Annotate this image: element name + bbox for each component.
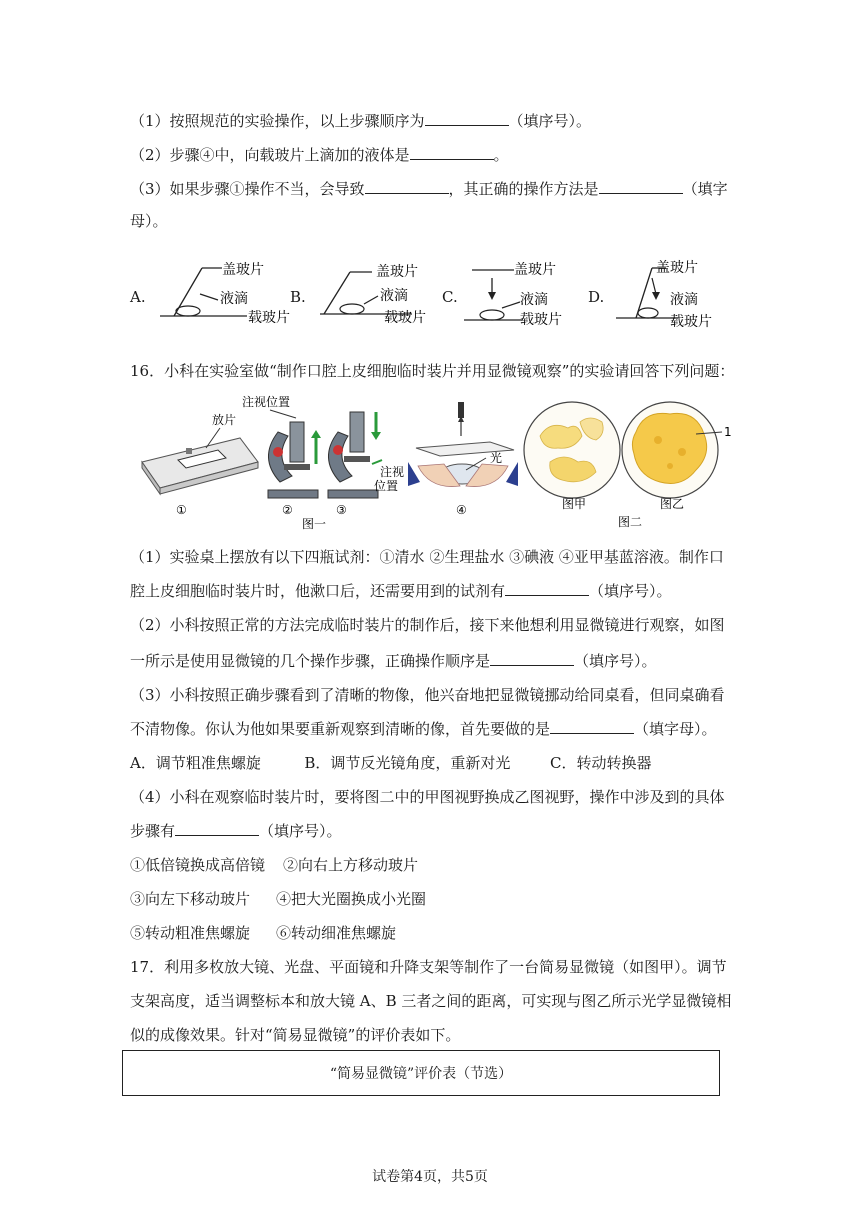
label-coverslip: 盖玻片 [514, 262, 556, 278]
q16-steps-row1: ①低倍镜换成高倍镜 ②向右上方移动玻片 [130, 856, 419, 874]
q17-line2: 支架高度，适当调整标本和放大镜 A、B 三者之间的距离，可实现与图乙所示光学显微镜相 [130, 992, 732, 1010]
q16-steps-row3: ⑤转动粗准焦螺旋 ⑥转动细准焦螺旋 [130, 924, 397, 942]
q15-sub3-cont: 母）。 [130, 212, 168, 230]
label-slide: 载玻片 [384, 310, 426, 326]
q16-figures [130, 392, 740, 532]
step-3-number: ③ [336, 503, 347, 517]
q16-s3b: 不清物像。你认为他如果要重新观察到清晰的像，首先要做的是 （填字母）。 [130, 720, 717, 738]
q16-s1a: （1）实验桌上摆放有以下四瓶试剂：①清水 ②生理盐水 ③碘液 ④亚甲基蓝溶液。制作口 [130, 548, 724, 566]
page-footer: 试卷第4页，共5页 [372, 1169, 488, 1185]
answer-blank[interactable] [410, 145, 494, 160]
q16-s2a: （2）小科按照正常的方法完成临时装片的制作后，接下来他想利用显微镜进行观察，如图 [130, 616, 725, 634]
label-slide: 载玻片 [670, 314, 712, 330]
q16-s3-options [130, 753, 651, 773]
option-c: C．转动转换器 [550, 754, 652, 772]
label-droplet: 液滴 [520, 292, 548, 308]
q16-s1b: 腔上皮细胞临时装片时，他漱口后，还需要用到的试剂有 （填序号）。 [130, 582, 672, 600]
mirror-step4 [408, 402, 518, 517]
label-coverslip: 盖玻片 [376, 264, 418, 280]
label-droplet: 液滴 [380, 288, 408, 304]
option-d-diagram [608, 256, 738, 332]
answer-blank[interactable] [505, 581, 589, 596]
q17-line3: 似的成像效果。针对“简易显微镜”的评价表如下。 [130, 1026, 461, 1044]
fig2-caption: 图二 [618, 515, 643, 529]
answer-blank[interactable] [175, 821, 259, 836]
q15-sub3: （3）如果步骤①操作不当，会导致 ，其正确的操作方法是 （填字 [130, 180, 728, 198]
q16-s2b: 一所示是使用显微镜的几个操作步骤，正确操作顺序是 （填序号）。 [130, 652, 657, 670]
option-a-letter: A. [130, 288, 146, 306]
q17-line1: 17．利用多枚放大镜、光盘、平面镜和升降支架等制作了一台简易显微镜（如图甲）。调节 [130, 958, 727, 976]
q16-s4b: 步骤有 （填序号）。 [130, 822, 342, 840]
q16-steps-row2: ③向左下移动玻片 ④把大光圈换成小光圈 [130, 890, 427, 908]
step-2-number: ② [282, 503, 293, 517]
q15-sub2: （2）步骤④中，向载玻片上滴加的液体是 。 [130, 146, 509, 164]
q16-s4a: （4）小科在观察临时装片时，要将图二中的甲图视野换成乙图视野，操作中涉及到的具体 [130, 788, 725, 806]
step-4-number: ④ [456, 503, 467, 517]
evaluation-table [122, 1050, 720, 1096]
label-droplet: 液滴 [670, 292, 698, 308]
answer-blank[interactable] [599, 179, 683, 194]
label-zhushi2b: 位置 [374, 479, 399, 493]
step-1-number: ① [176, 503, 187, 517]
option-a: A．调节粗准焦螺旋 [130, 754, 261, 772]
answer-blank[interactable] [365, 179, 449, 194]
answer-blank[interactable] [550, 719, 634, 734]
label-zhushi1: 注视位置 [242, 395, 291, 409]
option-b-diagram [312, 256, 452, 332]
label-jia: 图甲 [562, 497, 587, 511]
stage-figure [142, 412, 258, 517]
table-title: “简易显微镜”评价表（节选） [329, 1066, 513, 1082]
fig1-caption: 图一 [302, 517, 327, 531]
option-d-letter: D. [588, 288, 605, 306]
label-zhushi2a: 注视 [380, 465, 405, 479]
view-jia [524, 402, 620, 511]
q16-s3a: （3）小科按照正确步骤看到了清晰的物像，他兴奋地把显微镜挪动给同桌看，但同桌确看 [130, 686, 725, 704]
q16-stem: 16．小科在实验室做“制作口腔上皮细胞临时装片并用显微镜观察”的实验请回答下列问题： [130, 362, 735, 380]
option-b-letter: B. [290, 288, 306, 306]
label-fangpian: 放片 [212, 413, 237, 427]
label-guang: 光 [490, 451, 503, 465]
label-1: 1 [724, 425, 732, 439]
answer-blank[interactable] [490, 651, 574, 666]
label-yi: 图乙 [660, 497, 685, 511]
option-b: B．调节反光镜角度，重新对光 [304, 754, 511, 772]
microscope-step3 [328, 412, 404, 517]
option-c-letter: C. [442, 288, 458, 306]
answer-blank[interactable] [425, 111, 509, 126]
option-a-diagram [152, 256, 290, 332]
coverslip-options [128, 256, 728, 332]
q15-sub1: （1）按照规范的实验操作，以上步骤顺序为 （填序号）。 [130, 112, 592, 130]
label-slide: 载玻片 [248, 310, 290, 326]
view-yi [622, 402, 732, 511]
option-c-diagram [462, 256, 582, 332]
label-slide: 载玻片 [520, 312, 562, 328]
label-coverslip: 盖玻片 [222, 262, 264, 278]
label-droplet: 液滴 [220, 291, 248, 307]
label-coverslip: 盖玻片 [656, 260, 698, 276]
